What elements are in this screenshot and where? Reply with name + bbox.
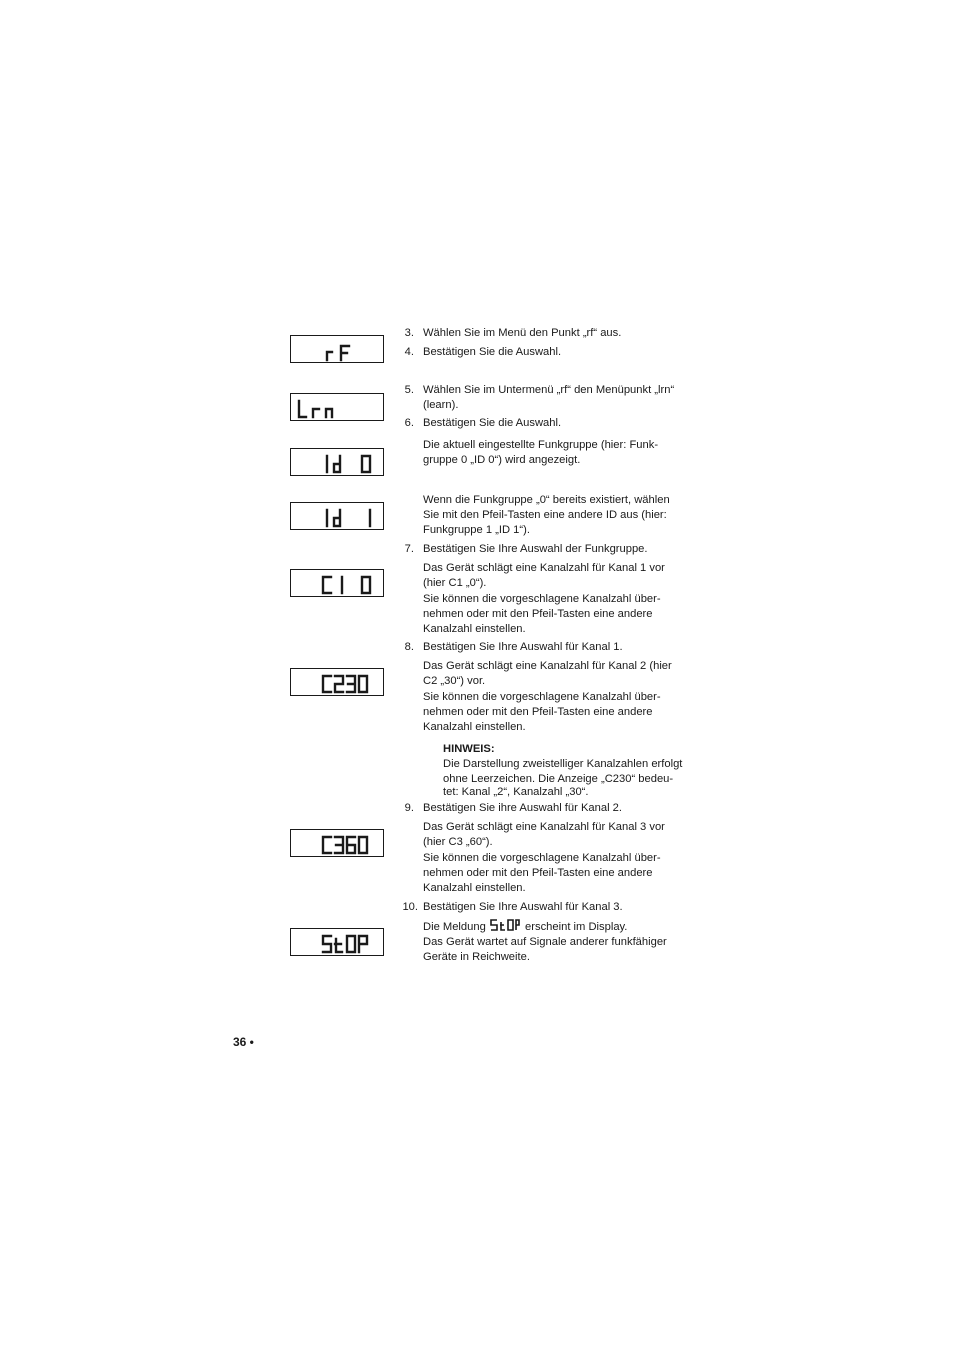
display-c360 xyxy=(290,829,384,857)
segment-text-id0 xyxy=(291,449,385,477)
page-number: 36 • xyxy=(233,1035,254,1049)
para-6a-line1: Die aktuell eingestellte Funkgruppe (hier: Funk- xyxy=(423,439,659,451)
step-7-text: Bestätigen Sie Ihre Auswahl der Funkgruppe. xyxy=(423,543,648,555)
step-3-number: 3. xyxy=(404,327,414,339)
step-5-text-line2: (learn). xyxy=(423,399,459,411)
segment-text-lrn xyxy=(291,394,385,422)
para-10a-after: erscheint im Display. xyxy=(525,921,628,933)
display-lrn xyxy=(290,393,384,421)
para-10b-line2: Geräte in Reichweite. xyxy=(423,951,530,963)
display-c10 xyxy=(290,569,384,597)
display-stop xyxy=(290,928,384,956)
step-3-text: Wählen Sie im Menü den Punkt „rf“ aus. xyxy=(423,327,622,339)
para-8b-line2: nehmen oder mit den Pfeil-Tasten eine andere xyxy=(423,706,653,718)
step-9-text: Bestätigen Sie ihre Auswahl für Kanal 2. xyxy=(423,802,623,814)
para-6b-line3: Funkgruppe 1 „ID 1“). xyxy=(423,524,530,536)
step-5-number: 5. xyxy=(404,384,414,396)
segment-text-id1 xyxy=(291,503,385,531)
step-8-text: Bestätigen Sie Ihre Auswahl für Kanal 1. xyxy=(423,641,623,653)
display-rf xyxy=(290,335,384,363)
note-line1: Die Darstellung zweistelliger Kanalzahlen erfolgt xyxy=(443,758,683,770)
note-line2: ohne Leerzeichen. Die Anzeige „C230“ bedeu- xyxy=(443,773,674,785)
para-8a-line1: Das Gerät schlägt eine Kanalzahl für Kanal 2 (hier xyxy=(423,660,672,672)
para-10a xyxy=(423,919,627,935)
para-10b-line1: Das Gerät wartet auf Signale anderer funkfähiger xyxy=(423,936,667,948)
note-title: HINWEIS: xyxy=(443,743,495,755)
para-9a-line2: (hier C3 „60“). xyxy=(423,836,493,848)
para-6b-line1: Wenn die Funkgruppe „0“ bereits existiert, wählen xyxy=(423,494,670,506)
segment-text-stop xyxy=(291,929,385,957)
para-6b-line2: Sie mit den Pfeil-Tasten eine andere ID aus (hier: xyxy=(423,509,667,521)
display-c230 xyxy=(290,668,384,696)
para-7b-line1: Sie können die vorgeschlagene Kanalzahl über- xyxy=(423,593,661,605)
para-10a-before: Die Meldung xyxy=(423,921,486,933)
para-8b-line3: Kanalzahl einstellen. xyxy=(423,721,526,733)
segment-text-c230 xyxy=(291,669,385,697)
para-7b-line2: nehmen oder mit den Pfeil-Tasten eine andere xyxy=(423,608,653,620)
note-line3: tet: Kanal „2“, Kanalzahl „30“. xyxy=(443,786,589,798)
segment-text-c10 xyxy=(291,570,385,598)
display-id1 xyxy=(290,502,384,530)
display-id0 xyxy=(290,448,384,476)
para-8b-line1: Sie können die vorgeschlagene Kanalzahl über- xyxy=(423,691,661,703)
step-6-number: 6. xyxy=(404,417,414,429)
step-7-number: 7. xyxy=(404,543,414,555)
segment-text-c360 xyxy=(291,830,385,858)
inline-stop-glyph xyxy=(490,919,520,931)
para-6a-line2: gruppe 0 „ID 0“) wird angezeigt. xyxy=(423,454,581,466)
step-5-text-line1: Wählen Sie im Untermenü „rf“ den Menüpunkt „lrn“ xyxy=(423,384,675,396)
para-9b-line2: nehmen oder mit den Pfeil-Tasten eine andere xyxy=(423,867,653,879)
step-10-number: 10. xyxy=(402,901,418,913)
step-10-text: Bestätigen Sie Ihre Auswahl für Kanal 3. xyxy=(423,901,623,913)
step-4-number: 4. xyxy=(404,346,414,358)
para-7a-line1: Das Gerät schlägt eine Kanalzahl für Kanal 1 vor xyxy=(423,562,665,574)
step-4-text: Bestätigen Sie die Auswahl. xyxy=(423,346,562,358)
para-7b-line3: Kanalzahl einstellen. xyxy=(423,623,526,635)
para-8a-line2: C2 „30“) vor. xyxy=(423,675,486,687)
para-7a-line2: (hier C1 „0“). xyxy=(423,577,487,589)
para-9a-line1: Das Gerät schlägt eine Kanalzahl für Kanal 3 vor xyxy=(423,821,665,833)
step-6-text: Bestätigen Sie die Auswahl. xyxy=(423,417,562,429)
step-9-number: 9. xyxy=(404,802,414,814)
para-9b-line3: Kanalzahl einstellen. xyxy=(423,882,526,894)
para-9b-line1: Sie können die vorgeschlagene Kanalzahl über- xyxy=(423,852,661,864)
segment-text-rf xyxy=(291,336,385,364)
step-8-number: 8. xyxy=(404,641,414,653)
